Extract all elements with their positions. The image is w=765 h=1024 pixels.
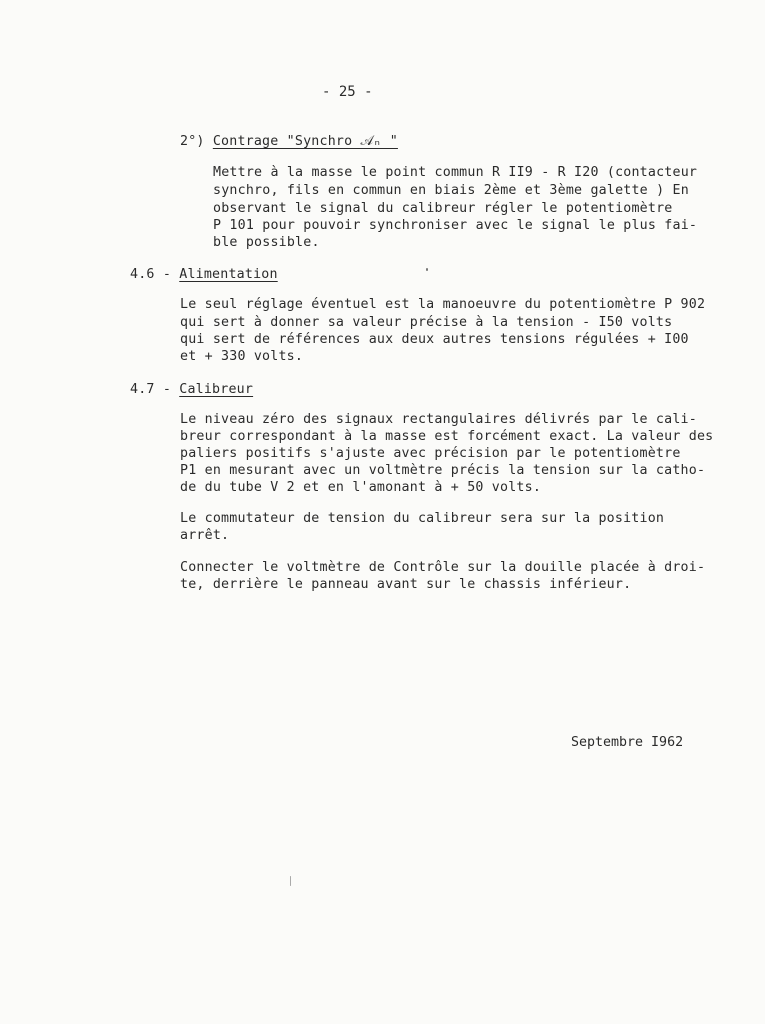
calibreur-p3-line-1: Connecter le voltmètre de Contrôle sur la douille placée à droi- — [180, 560, 706, 575]
paper-mark — [290, 876, 291, 886]
heading-calibreur-number: 4.7 - — [130, 382, 180, 397]
calibreur-p1-line-4: P1 en mesurant avec un voltmètre précis la tension sur la catho- — [180, 463, 706, 478]
contrage-line-3: observant le signal du calibreur régler le potentiomètre — [213, 201, 673, 216]
heading-contrage — [180, 133, 398, 151]
calibreur-p2-line-2: arrêt. — [180, 528, 230, 543]
ink-speck — [426, 268, 428, 271]
calibreur-p1-line-5: de du tube V 2 et en l'amonant à + 50 volts. — [180, 480, 542, 495]
heading-calibreur — [130, 381, 253, 399]
alimentation-line-4: et + 330 volts. — [180, 349, 304, 364]
calibreur-p2-line-1: Le commutateur de tension du calibreur sera sur la position — [180, 511, 665, 526]
alimentation-line-2: qui sert à donner sa valeur précise à la tension - I50 volts — [180, 315, 673, 330]
calibreur-p1-line-1: Le niveau zéro des signaux rectangulaires délivrés par le cali- — [180, 412, 697, 427]
heading-alimentation — [130, 266, 278, 284]
heading-contrage-title: Contrage "Synchro 𝒜ₙ " — [212, 134, 398, 149]
document-date: Septembre I962 — [571, 735, 684, 750]
calibreur-p1-line-3: paliers positifs s'ajuste avec précision par le potentiomètre — [180, 446, 681, 461]
calibreur-p1-line-2: breur correspondant à la masse est forcément exact. La valeur des — [180, 429, 714, 444]
contrage-line-5: ble possible. — [213, 235, 320, 250]
contrage-line-4: P 101 pour pouvoir synchroniser avec le signal le plus fai- — [213, 218, 698, 233]
page-number: - 25 - — [322, 84, 373, 100]
heading-alimentation-title: Alimentation — [179, 267, 278, 282]
alimentation-line-1: Le seul réglage éventuel est la manoeuvre du potentiomètre P 902 — [180, 297, 706, 312]
heading-contrage-number: 2°) — [180, 134, 213, 149]
heading-calibreur-title: Calibreur — [179, 382, 254, 397]
heading-alimentation-number: 4.6 - — [130, 267, 180, 282]
contrage-line-1: Mettre à la masse le point commun R II9 - R I20 (contacteur — [213, 165, 698, 180]
contrage-line-2: synchro, fils en commun en biais 2ème et 3ème galette ) En — [213, 183, 689, 198]
alimentation-line-3: qui sert de références aux deux autres tensions régulées + I00 — [180, 332, 689, 347]
calibreur-p3-line-2: te, derrière le panneau avant sur le chassis inférieur. — [180, 577, 632, 592]
